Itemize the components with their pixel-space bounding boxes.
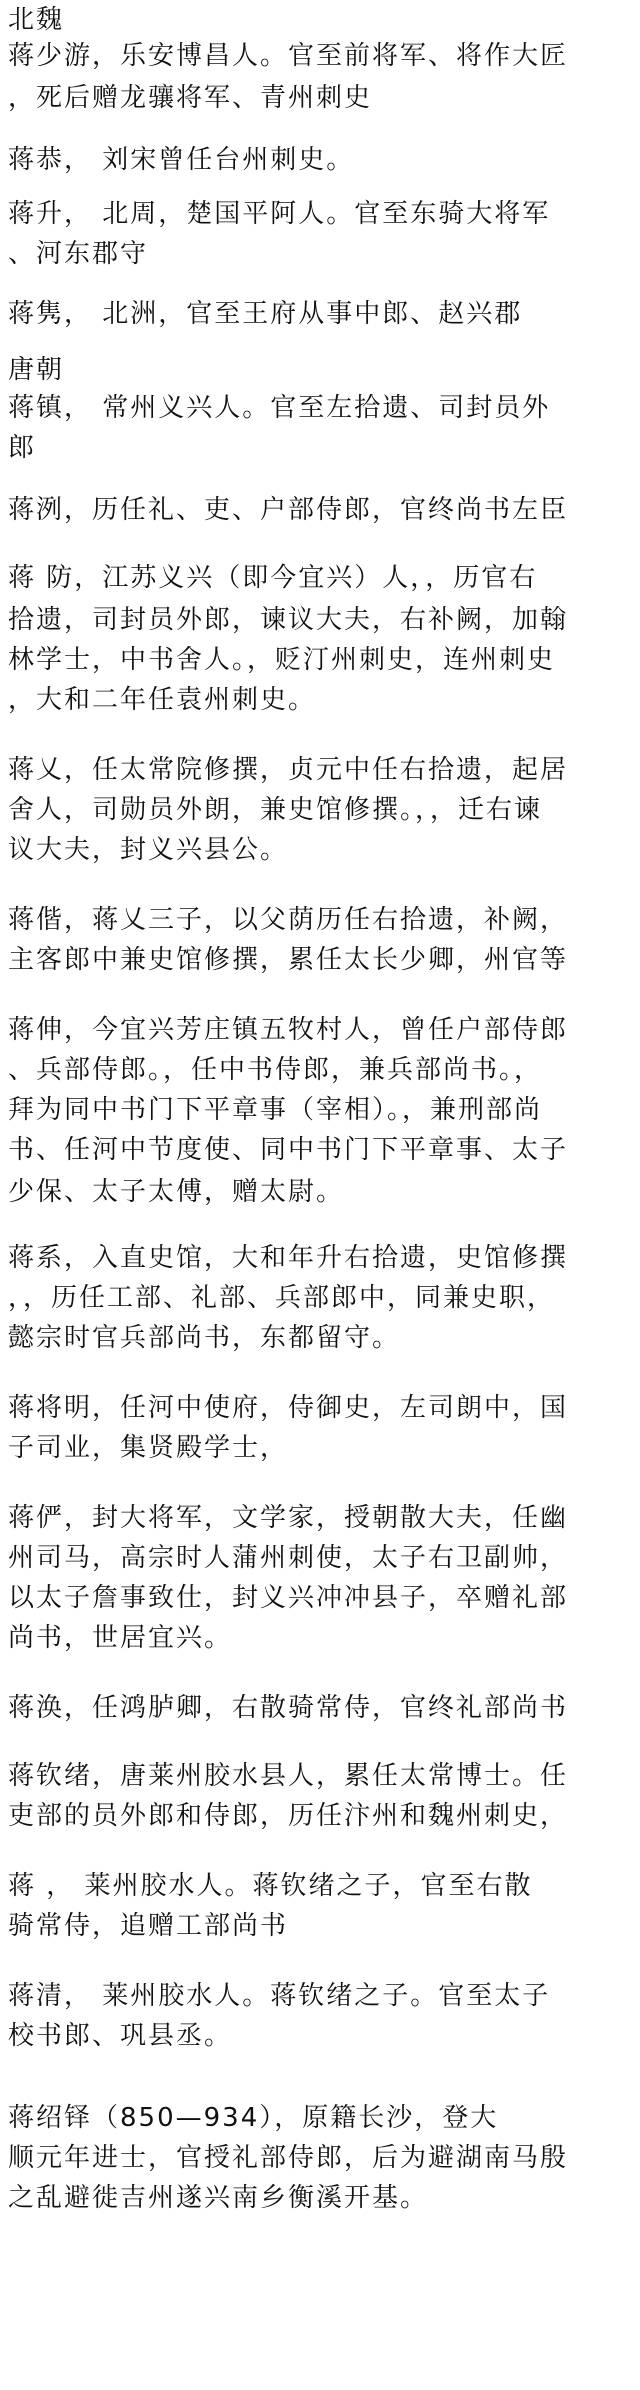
text-line: 蒋升， 北周，楚国平阿人。官至东骑大将军 [8, 199, 551, 229]
text-line: 议大夫，封义兴县公。 [8, 835, 289, 865]
text-line: 拜为同中书门下平章事（宰相）。，兼刑部尚 [8, 1095, 543, 1125]
text-line: 蒋涣，任鸿胪卿，右散骑常侍，官终礼部尚书 [8, 1693, 569, 1723]
text-line: 林学士，中书舍人。，贬汀州刺史，连州刺史 [8, 645, 556, 675]
text-line: 校书郎、巩县丞。 [8, 2021, 233, 2051]
text-line: 蒋将明，任河中使府，侍御史，左司朗中，国 [8, 1393, 569, 1423]
text-line: 蒋清， 莱州胶水人。蒋钦绪之子。官至太子 [8, 1981, 551, 2011]
text-line: 蒋镇， 常州义兴人。官至左拾遗、司封员外 [8, 393, 551, 423]
text-line: 蒋绍铎（850—934），原籍长沙，登大 [8, 2103, 499, 2133]
text-line: 以太子詹事致仕，封义兴冲冲县子，卒赠礼部 [8, 1583, 569, 1613]
text-line: 骑常侍，追赠工部尚书 [8, 1911, 289, 1941]
dynasty-heading-tang: 唐朝 [8, 355, 65, 385]
text-line: 子司业，集贤殿学士， [8, 1433, 289, 1463]
text-line: 顺元年进士，官授礼部侍郎，后为避湖南马殷 [8, 2143, 569, 2173]
text-line: 舍人，司勋员外朗，兼史馆修撰。，，迁右谏 [8, 795, 543, 825]
text-line: 拾遗，司封员外郎，谏议大夫，右补阙，加翰 [8, 605, 569, 635]
text-line: 尚书，世居宜兴。 [8, 1623, 233, 1653]
text-line: 吏部的员外郎和侍郎，历任汴州和魏州刺史， [8, 1801, 569, 1831]
text-line: 蒋乂，任太常院修撰，贞元中任右拾遗，起居 [8, 755, 569, 785]
text-line: 蒋系，入直史馆，大和年升右拾遗，史馆修撰 [8, 1243, 569, 1273]
text-line: 蒋隽， 北洲，官至王府从事中郎、赵兴郡 [8, 299, 523, 329]
text-line: 蒋 防，江苏义兴（即今宜兴）人，，历官右 [8, 563, 538, 593]
text-line: 少保、太子太傅，赠太尉。 [8, 1177, 345, 1207]
text-line: 主客郎中兼史馆修撰，累任太长少卿，州官等 [8, 945, 569, 975]
text-line: 之乱避徙吉州遂兴南乡衡溪开基。 [8, 2183, 429, 2213]
text-line: ，死后赠龙骧将军、青州刺史 [8, 83, 373, 113]
text-line: 懿宗时官兵部尚书，东都留守。 [8, 1323, 401, 1353]
dynasty-heading-northern-wei: 北魏 [8, 5, 65, 35]
text-line: 蒋 ， 莱州胶水人。蒋钦绪之子，官至右散 [8, 1871, 533, 1901]
text-line: 、兵部侍郎。，任中书侍郎，兼兵部尚书。， [8, 1055, 543, 1085]
text-line: 蒋俨，封大将军，文学家，授朝散大夫，任幽 [8, 1503, 569, 1533]
text-line: ，大和二年任袁州刺史。 [8, 685, 317, 715]
text-line: 蒋少游，乐安博昌人。官至前将军、将作大匠 [8, 41, 569, 71]
text-line: 郎 [8, 433, 37, 463]
text-line: 蒋洌，历任礼、吏、户部侍郎，官终尚书左臣 [8, 495, 569, 525]
text-line: 蒋偕，蒋乂三子，以父荫历任右拾遗，补阙， [8, 905, 569, 935]
text-line: 书、任河中节度使、同中书门下平章事、太子 [8, 1135, 569, 1165]
text-line: 、河东郡守 [8, 239, 149, 269]
text-line: 蒋钦绪，唐莱州胶水县人，累任太常博士。任 [8, 1761, 569, 1791]
text-line: ，，历任工部、礼部、兵部郎中，同兼史职， [8, 1283, 556, 1313]
text-line: 蒋伸，今宜兴芳庄镇五牧村人，曾任户部侍郎 [8, 1015, 569, 1045]
text-line: 州司马，高宗时人蒲州刺使，太子右卫副帅， [8, 1543, 569, 1573]
text-line: 蒋恭， 刘宋曾任台州刺史。 [8, 145, 355, 175]
